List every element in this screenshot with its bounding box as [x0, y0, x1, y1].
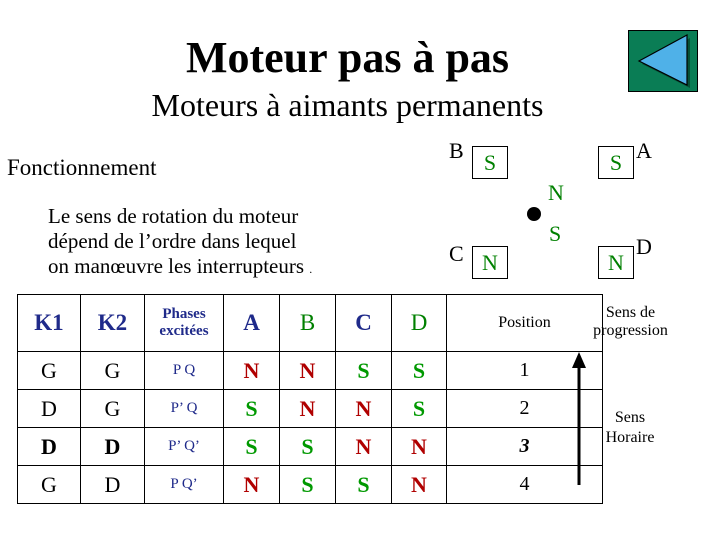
header-k2: K2 [81, 295, 145, 352]
cell-k1: G [18, 466, 81, 504]
cell-a: N [224, 466, 280, 504]
header-position: Position [447, 295, 603, 352]
pole-b: S [472, 146, 508, 179]
description [48, 204, 312, 282]
cell-a: S [224, 390, 280, 428]
description-line-3: on manœuvre les interrupteurs . [48, 254, 313, 278]
cell-d: S [392, 352, 447, 390]
sequence-table [17, 294, 603, 504]
cell-d: N [392, 466, 447, 504]
cell-k1: G [18, 352, 81, 390]
cell-d: N [392, 428, 447, 466]
table-row [18, 466, 603, 504]
cell-b: N [280, 352, 336, 390]
cell-d: S [392, 390, 447, 428]
cell-b: S [280, 466, 336, 504]
cell-phases: P’ Q [145, 390, 224, 428]
cell-phases: P’ Q’ [145, 428, 224, 466]
table-row [18, 428, 603, 466]
coil-label-a: A [636, 138, 652, 163]
cell-phases: P Q [145, 352, 224, 390]
header-a: A [224, 295, 280, 352]
cell-c: S [336, 466, 392, 504]
cell-a: N [224, 352, 280, 390]
cell-k1: D [18, 390, 81, 428]
cell-position: 3 [447, 428, 603, 466]
cell-position: 2 [447, 390, 603, 428]
cell-b: S [280, 428, 336, 466]
cell-position: 1 [447, 352, 603, 390]
header-b: B [280, 295, 336, 352]
coil-label-c: C [449, 241, 464, 266]
previous-slide-button[interactable] [628, 30, 698, 92]
direction-label: Sens Horaire [605, 409, 655, 446]
header-c: C [336, 295, 392, 352]
cell-a: S [224, 428, 280, 466]
cell-k2: D [81, 466, 145, 504]
description-line-2: dépend de l’ordre dans lequel [48, 229, 297, 253]
table-row [18, 352, 603, 390]
cell-c: N [336, 428, 392, 466]
previous-triangle-icon [629, 31, 697, 91]
table-header-row [18, 295, 603, 352]
cell-k1: D [18, 428, 81, 466]
header-phases: Phases excitées [145, 295, 224, 352]
pole-d: N [598, 246, 634, 279]
cell-b: N [280, 390, 336, 428]
coil-label-b: B [449, 138, 464, 163]
progression-header: Sens de progression [593, 304, 668, 339]
header-k1: K1 [18, 295, 81, 352]
cell-phases: P Q’ [145, 466, 224, 504]
cell-k2: G [81, 352, 145, 390]
cell-c: N [336, 390, 392, 428]
rotor-north-label: N [548, 180, 564, 205]
description-line-1: Le sens de rotation du moteur [48, 204, 299, 228]
header-d: D [392, 295, 447, 352]
coil-label-d: D [636, 234, 652, 259]
rotor-axis [527, 207, 541, 221]
cell-k2: D [81, 428, 145, 466]
cell-position: 4 [447, 466, 603, 504]
pole-c: N [472, 246, 508, 279]
pole-a: S [598, 146, 634, 179]
table-row [18, 390, 603, 428]
rotor-south-label: S [549, 221, 562, 246]
section-title: Fonctionnement [7, 155, 157, 180]
cell-k2: G [81, 390, 145, 428]
arrow-up-icon [569, 351, 589, 487]
cell-c: S [336, 352, 392, 390]
page-subtitle: Moteurs à aimants permanents [151, 87, 544, 123]
page-title: Moteur pas à pas [185, 33, 510, 82]
